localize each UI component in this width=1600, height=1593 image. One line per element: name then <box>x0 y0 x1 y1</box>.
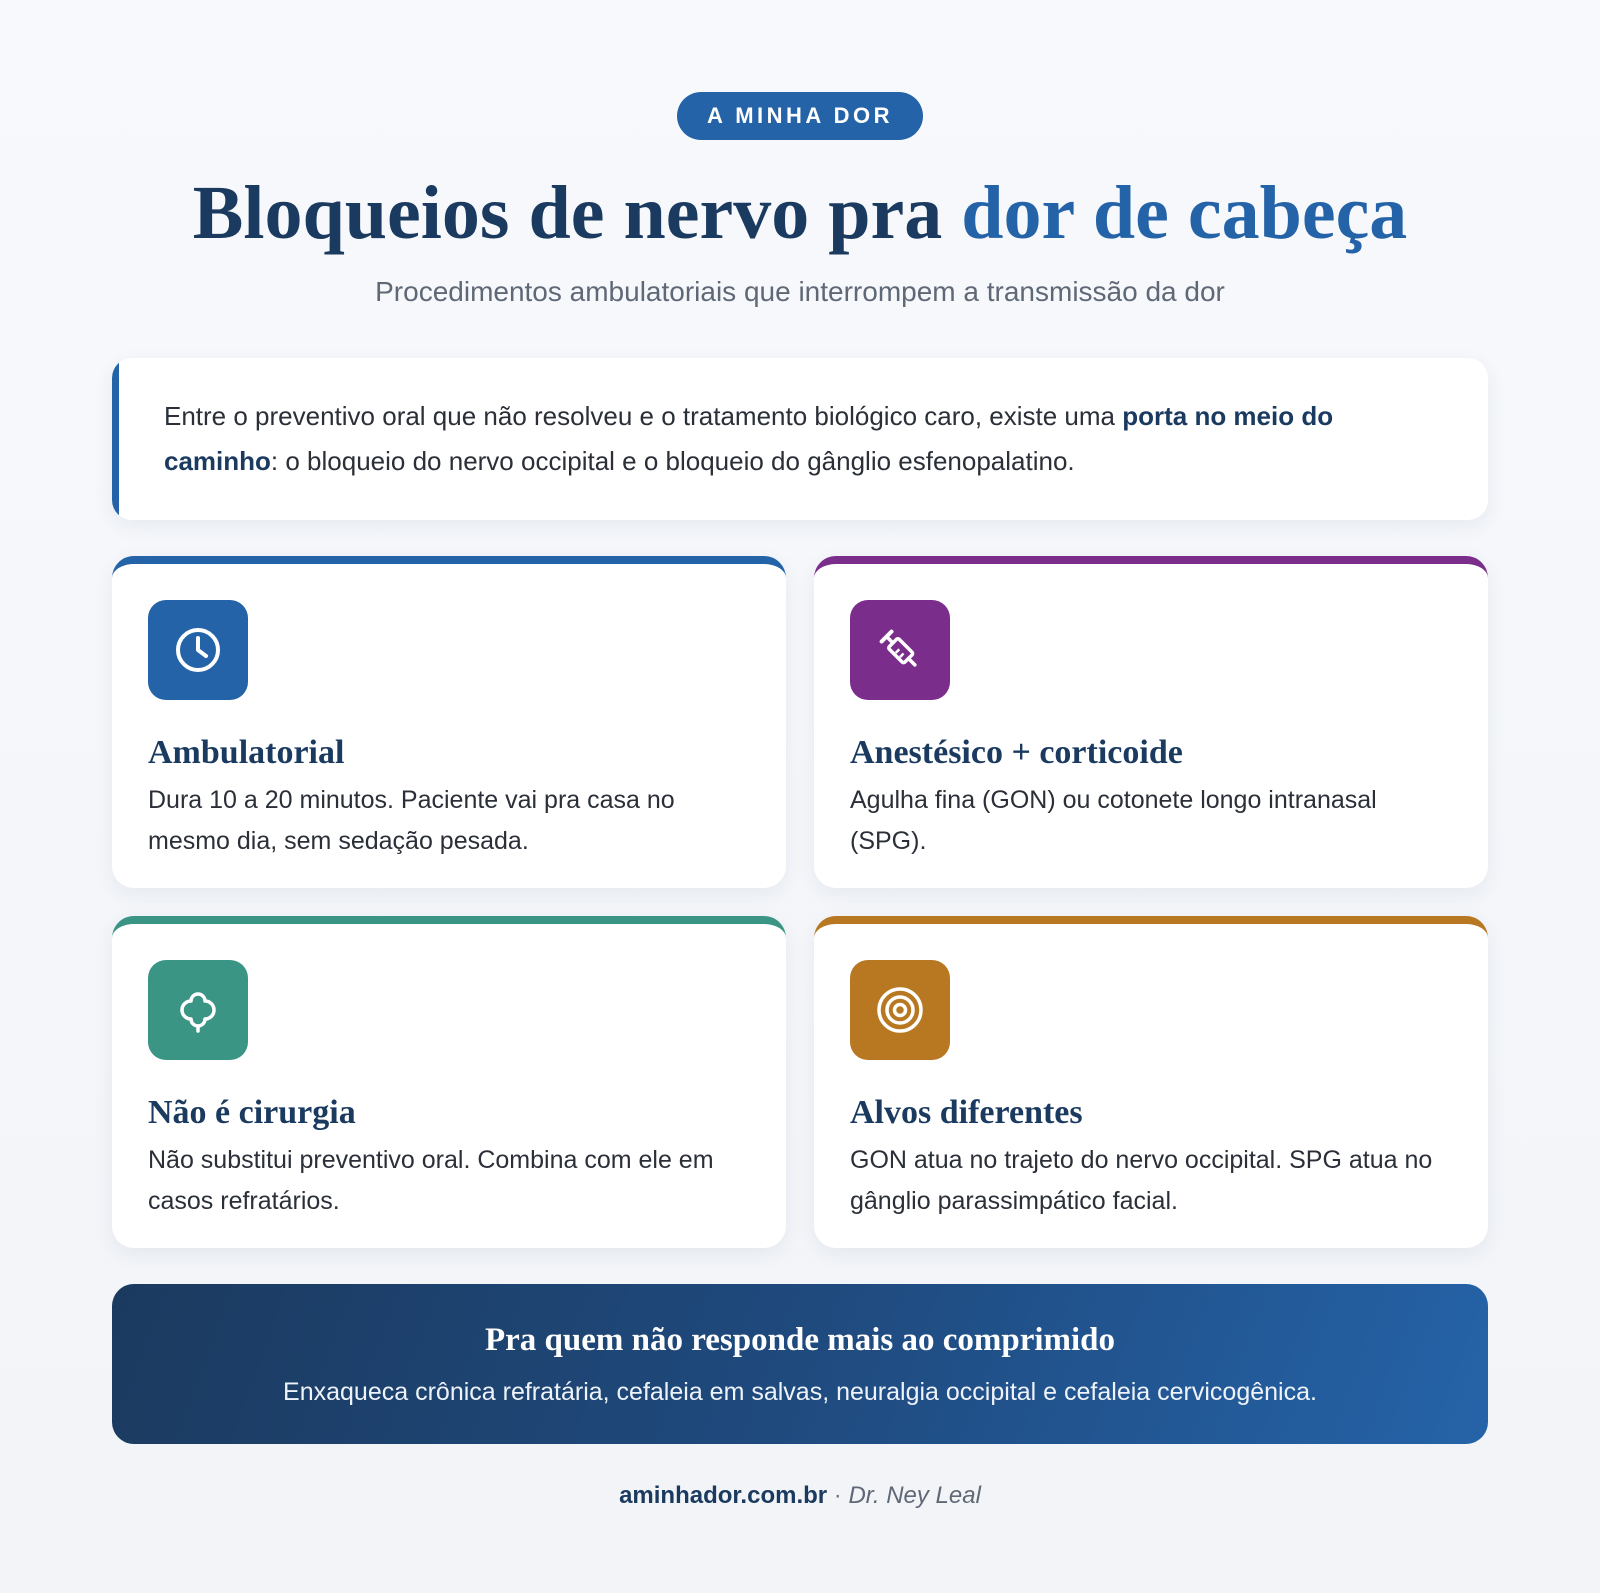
title-accent: dor de cabeça <box>961 171 1408 255</box>
card-title: Anestésico + corticoide <box>850 734 1183 771</box>
card-alvos <box>814 916 1488 1248</box>
cta-title: Pra quem não responde mais ao comprimido <box>484 1322 1116 1358</box>
cta-text: Enxaqueca crônica refratária, cefaleia em salvas, neuralgia occipital e cefaleia cervicogênica. <box>283 1378 1317 1406</box>
intro-text-after: : o bloqueio do nervo occipital e o bloqueio do gânglio esfenopalatino. <box>270 446 1075 476</box>
category-badge: A MINHA DOR <box>677 92 923 140</box>
footer-site: aminhador.com.br <box>619 1482 828 1509</box>
card-ambulatorial <box>112 556 786 888</box>
intro-accent-bar <box>112 358 119 520</box>
intro-highlight: porta no meio do caminho <box>164 401 1334 476</box>
page-subtitle: Procedimentos ambulatoriais que interrompem a transmissão da dor <box>375 276 1225 307</box>
page-title <box>112 168 1488 258</box>
card-text: Dura 10 a 20 minutos. Paciente vai pra casa no mesmo dia, sem sedação pesada. <box>148 786 675 855</box>
intro-text <box>164 394 1436 484</box>
flower-icon <box>148 960 248 1060</box>
card-anestesico <box>814 556 1488 888</box>
footer-author: Dr. Ney Leal <box>848 1482 981 1509</box>
card-nao-cirurgia <box>112 916 786 1248</box>
intro-callout <box>112 358 1488 520</box>
card-title: Não é cirurgia <box>148 1094 356 1131</box>
card-text: Agulha fina (GON) ou cotonete longo intranasal (SPG). <box>850 786 1377 855</box>
footer <box>112 1480 1488 1512</box>
cta-banner <box>112 1284 1488 1444</box>
badge-wrap <box>112 92 1488 140</box>
intro-text-before: Entre o preventivo oral que não resolveu e o tratamento biológico caro, existe uma <box>164 401 1123 431</box>
syringe-icon <box>850 600 950 700</box>
clock-icon <box>148 600 248 700</box>
target-icon <box>850 960 950 1060</box>
card-title: Alvos diferentes <box>850 1094 1083 1131</box>
card-title: Ambulatorial <box>148 734 345 771</box>
title-main: Bloqueios de nervo pra <box>192 171 962 255</box>
card-text: GON atua no trajeto do nervo occipital. SPG atua no gânglio parassimpático facial. <box>850 1146 1433 1215</box>
card-text: Não substitui preventivo oral. Combina com ele em casos refratários. <box>148 1146 714 1215</box>
footer-separator: · <box>827 1482 849 1509</box>
